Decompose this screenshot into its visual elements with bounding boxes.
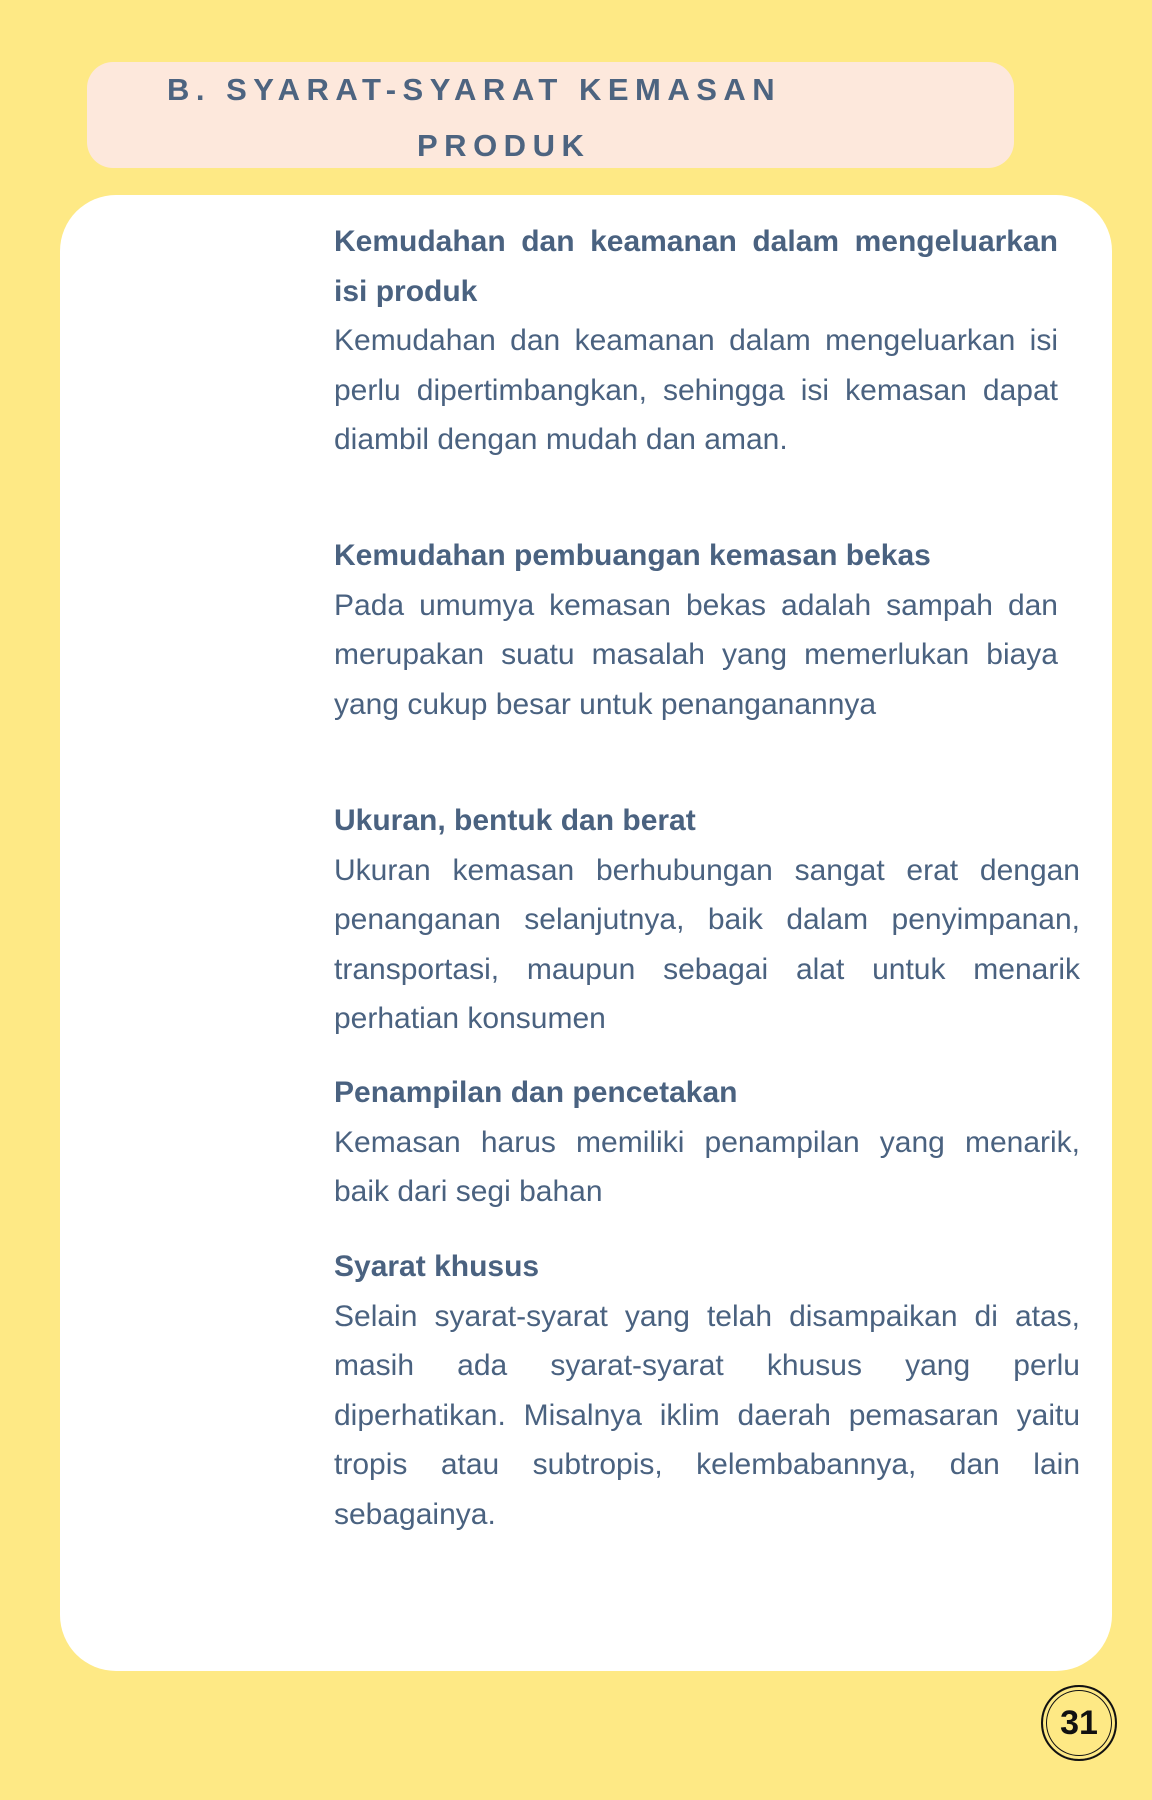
section-item [334,1242,1080,1539]
section-body: Pada umumya kemasan bekas adalah sampah dan merupakan suatu masalah yang memerlukan biaya yang cukup besar untuk penanganannya [334,588,1058,721]
section-body: Kemasan harus memiliki penampilan yang menarik, baik dari segi bahan [334,1125,1080,1208]
section-heading: Ukuran, bentuk dan berat [334,804,696,837]
section-body: Ukuran kemasan berhubungan sangat erat dengan penanganan selanjutnya, baik dalam penyimpanan, transportasi, maupun sebagai alat untuk menarik perhatian konsumen [334,853,1080,1035]
section-title-line1: B. SYARAT-SYARAT KEMASAN [167,72,782,107]
section-title-line2: PRODUK [417,128,591,163]
section-body: Kemudahan dan keamanan dalam mengeluarkan isi perlu dipertimbangkan, sehingga isi kemasan dapat diambil dengan mudah dan aman. [334,324,1058,456]
section-heading: Syarat khusus [334,1250,540,1283]
section-heading: Penampilan dan pencetakan [334,1076,738,1109]
section-item [334,1068,1080,1217]
section-item [334,531,1058,729]
page-number: 31 [1041,1685,1117,1761]
section-item [334,217,1058,465]
section-body: Selain syarat-syarat yang telah disampaikan di atas, masih ada syarat-syarat khusus yang perlu diperhatikan. Misalnya iklim daerah pemasaran yaitu tropis atau subtropis, kelembabannya, dan lain sebagainya. [334,1299,1080,1531]
section-heading: Kemudahan pembuangan kemasan bekas [334,539,931,572]
section-heading: Kemudahan dan keamanan dalam mengeluarkan isi produk [334,225,1058,308]
section-item [334,796,1080,1044]
